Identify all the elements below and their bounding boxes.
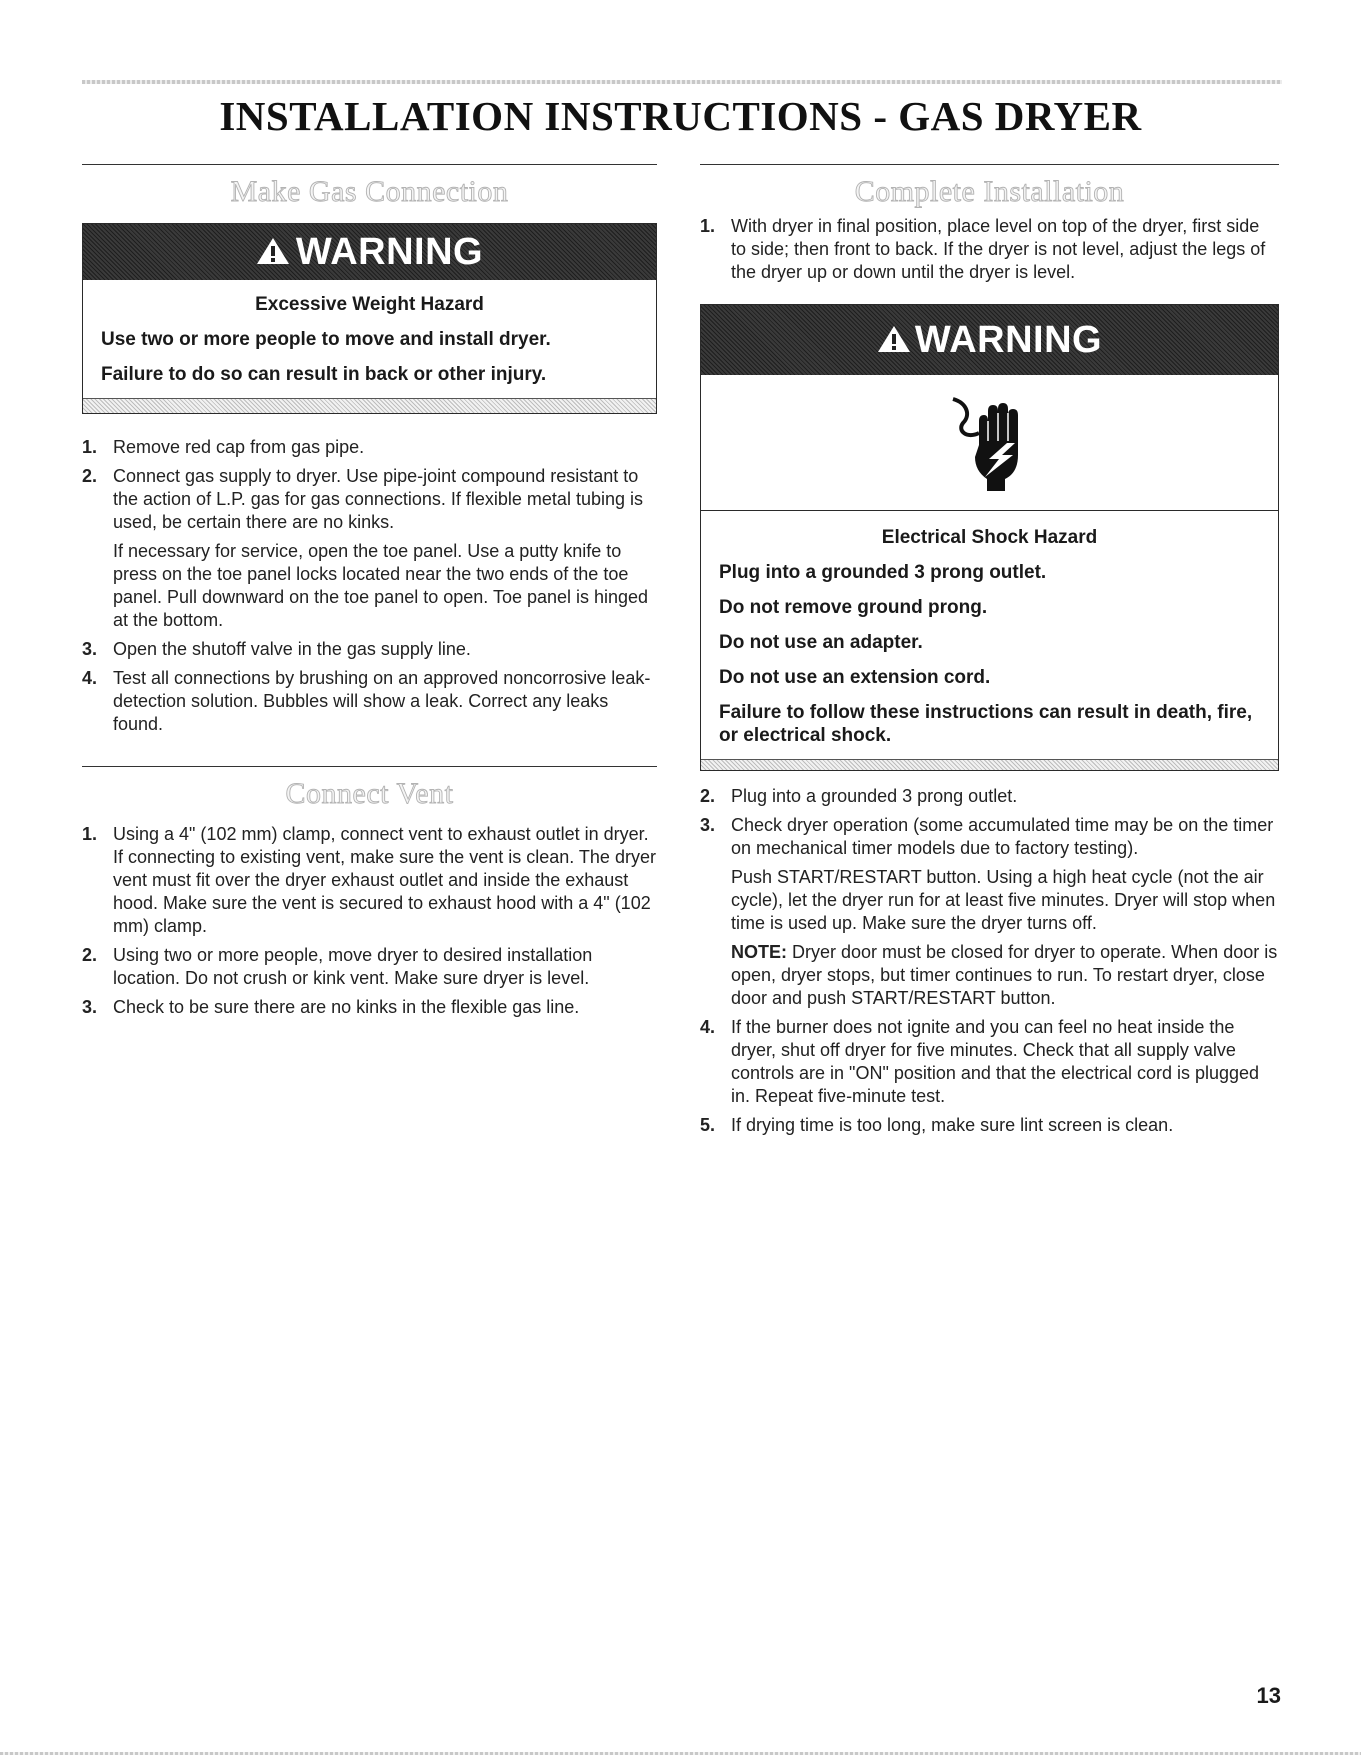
warning-line: Failure to do so can result in back or other injury. xyxy=(101,364,547,385)
step-number: 5. xyxy=(700,1115,716,1135)
step-text: If the burner does not ignite and you can feel no heat inside the dryer, shut off dryer for five minutes. Check that all supply valve controls are in "ON" position and that the electrical cord is plugged in. Repeat five-minute test. xyxy=(731,1017,1260,1106)
list-item xyxy=(700,1016,1279,1108)
step-text: Using two or more people, move dryer to desired installation location. Do not crush or kink vent. Make sure dryer is level. xyxy=(113,945,593,988)
list-item xyxy=(82,823,657,938)
warning-line: Do not use an adapter. xyxy=(719,632,923,653)
warning-hazard-title: Excessive Weight Hazard xyxy=(255,294,484,315)
step-number: 3. xyxy=(82,997,98,1017)
page-title: INSTALLATION INSTRUCTIONS - GAS DRYER xyxy=(219,93,1142,139)
bottom-rule xyxy=(0,1752,1361,1755)
section-heading-complete: Complete Installation xyxy=(854,175,1125,208)
step-text: With dryer in final position, place level on top of the dryer, first side to side; then front to back. If the dryer is not level, adjust the legs of the dryer up or down until the dryer is level. xyxy=(731,216,1266,282)
top-rule xyxy=(82,80,1282,84)
list-item xyxy=(82,638,657,661)
section-rule xyxy=(82,766,657,767)
warning-box-shock xyxy=(700,304,1279,771)
step-number: 2. xyxy=(82,945,98,965)
list-item xyxy=(82,436,657,459)
warning-hazard-title: Electrical Shock Hazard xyxy=(881,527,1098,548)
gas-steps-list xyxy=(82,436,657,736)
complete-steps-list-1 xyxy=(700,215,1279,284)
page-number: 13 xyxy=(1256,1683,1281,1708)
step-text: Check dryer operation (some accumulated time may be on the timer on mechanical timer models due to factory testing). xyxy=(731,815,1274,858)
warning-line: Do not use an extension cord. xyxy=(719,667,991,688)
warning-line: Do not remove ground prong. xyxy=(719,597,988,618)
electric-shock-hand-icon xyxy=(945,393,1035,493)
section-heading-gas: Make Gas Connection xyxy=(230,175,509,208)
step-number: 2. xyxy=(700,786,716,806)
warning-triangle-icon xyxy=(877,324,911,354)
section-rule xyxy=(700,164,1279,165)
step-text: If necessary for service, open the toe panel. Use a putty knife to press on the toe panel locks located near the two ends of the toe panel. Pull downward on the toe panel to open. Toe panel is hinged at the bottom. xyxy=(113,541,649,630)
step-number: 4. xyxy=(82,668,98,688)
warning-triangle-icon xyxy=(256,236,290,266)
list-item xyxy=(82,996,657,1019)
warning-banner xyxy=(83,224,656,280)
step-text: Push START/RESTART button. Using a high heat cycle (not the air cycle), let the dryer run for at least five minutes. Dryer will stop when time is used up. Make sure the dryer turns off. xyxy=(731,867,1276,933)
list-item xyxy=(700,785,1279,808)
step-number: 2. xyxy=(82,466,98,486)
step-number: 1. xyxy=(82,824,98,844)
step-text: Remove red cap from gas pipe. xyxy=(113,437,365,457)
note-label: NOTE: xyxy=(731,942,787,962)
step-number: 4. xyxy=(700,1017,716,1037)
warning-body xyxy=(701,511,1278,759)
step-number: 1. xyxy=(82,437,98,457)
warning-footer-band xyxy=(701,759,1278,770)
right-column xyxy=(700,164,1279,1143)
warning-body xyxy=(83,280,656,398)
step-text: Connect gas supply to dryer. Use pipe-joint compound resistant to the action of L.P. gas for gas connections. If flexible metal tubing is used, be certain there are no kinks. xyxy=(113,466,643,532)
list-item xyxy=(82,465,657,632)
list-item xyxy=(82,944,657,990)
note-paragraph xyxy=(731,941,1279,1010)
warning-banner xyxy=(701,305,1278,375)
warning-line: Plug into a grounded 3 prong outlet. xyxy=(719,562,1047,583)
warning-line: Failure to follow these instructions can result in death, fire, or electrical shock. xyxy=(719,702,1253,746)
section-rule xyxy=(82,164,657,165)
list-item xyxy=(700,1114,1279,1137)
warning-box-weight xyxy=(82,223,657,414)
step-number: 1. xyxy=(700,216,716,236)
warning-banner-label: WARNING xyxy=(914,319,1103,361)
warning-line: Use two or more people to move and install dryer. xyxy=(101,329,551,350)
step-text: Open the shutoff valve in the gas supply line. xyxy=(113,639,471,659)
step-text: Using a 4" (102 mm) clamp, connect vent to exhaust outlet in dryer. If connecting to existing vent, make sure the vent is clean. The dryer vent must fit over the dryer exhaust outlet and inside the exhaust hood. Make sure the vent is secured to exhaust hood with a 4" (102 mm) clamp. xyxy=(113,824,656,936)
warning-footer-band xyxy=(83,398,656,413)
vent-steps-list xyxy=(82,823,657,1019)
list-item xyxy=(700,814,1279,1010)
complete-steps-list-2 xyxy=(700,785,1279,1137)
list-item xyxy=(700,215,1279,284)
section-heading-vent: Connect Vent xyxy=(285,777,454,810)
step-text: Test all connections by brushing on an approved noncorrosive leak-detection solution. Bubbles will show a leak. Correct any leaks found. xyxy=(113,668,651,734)
step-number: 3. xyxy=(82,639,98,659)
note-text: Dryer door must be closed for dryer to operate. When door is open, dryer stops, but timer continues to run. To restart dryer, close door and push START/RESTART button. xyxy=(731,942,1278,1008)
hazard-illustration xyxy=(701,375,1278,511)
step-text: Plug into a grounded 3 prong outlet. xyxy=(731,786,1018,806)
warning-banner-label: WARNING xyxy=(295,231,484,273)
step-text: If drying time is too long, make sure lint screen is clean. xyxy=(731,1115,1174,1135)
step-text: Check to be sure there are no kinks in the flexible gas line. xyxy=(113,997,580,1017)
list-item xyxy=(82,667,657,736)
left-column xyxy=(82,164,657,1025)
step-number: 3. xyxy=(700,815,716,835)
